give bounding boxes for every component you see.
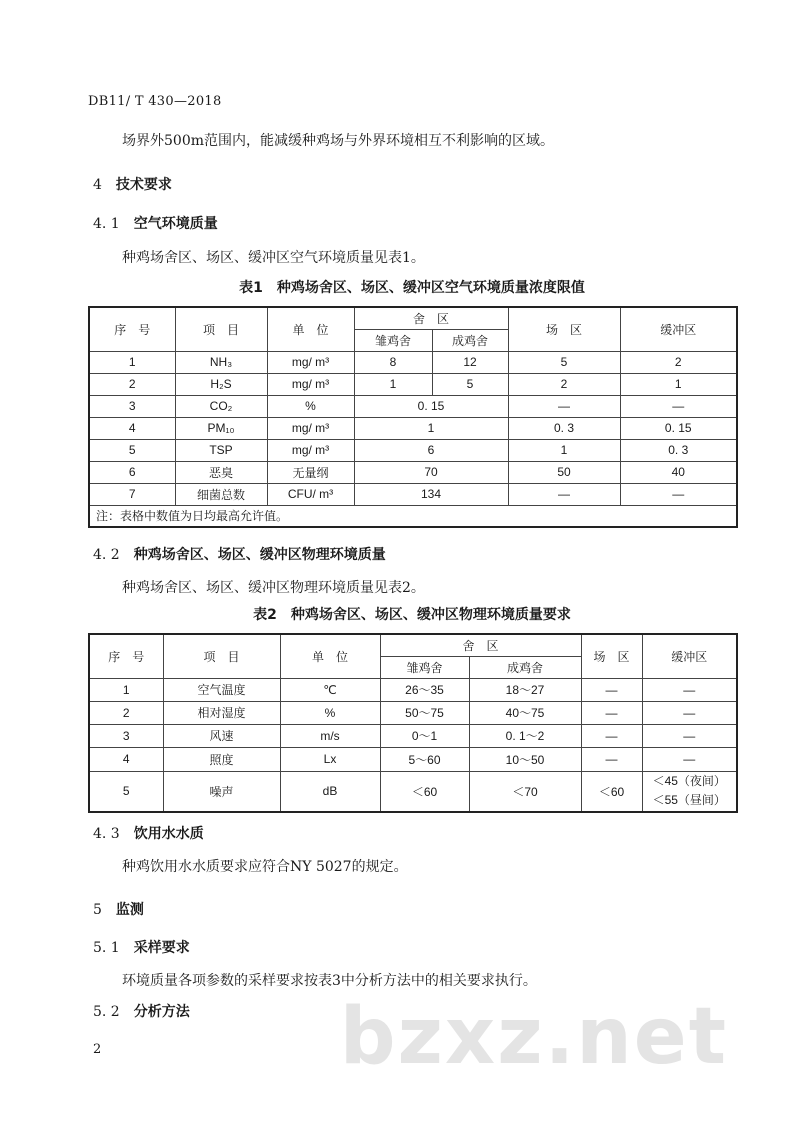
table-row (89, 747, 737, 771)
buffer-day-limit: ＜55（昼间） (652, 793, 726, 808)
section-number: 5. 1 (93, 940, 120, 956)
table-note: 注：表格中数值为日均最高允许值。 (89, 505, 737, 527)
cell-field: 0. 3 (508, 417, 620, 439)
cell-unit: % (280, 701, 380, 724)
cell-buffer: 0. 15 (620, 417, 737, 439)
table-row (89, 461, 737, 483)
cell-unit: mg/ m³ (267, 417, 354, 439)
cell-buffer: — (642, 724, 737, 747)
table-row (89, 483, 737, 505)
cell-adult: 18～27 (469, 678, 581, 701)
cell-unit: mg/ m³ (267, 373, 354, 395)
cell-adult: 10～50 (469, 747, 581, 771)
cell-item: 空气温度 (163, 678, 280, 701)
section-number: 5. 2 (93, 1004, 120, 1020)
cell-chick: 5～60 (380, 747, 469, 771)
cell-buffer: — (642, 678, 737, 701)
cell-house: 1 (354, 417, 508, 439)
cell-item: 照度 (163, 747, 280, 771)
table-1 (88, 306, 738, 528)
section-4-heading (93, 174, 172, 194)
table-1-caption: 表1 种鸡场舍区、场区、缓冲区空气环境质量浓度限值 (239, 280, 585, 296)
header-cell-item: 项 目 (163, 634, 280, 678)
cell-field: — (581, 678, 642, 701)
cell-item: H₂S (175, 373, 267, 395)
section-5-1-heading (93, 937, 190, 957)
table-row (89, 373, 737, 395)
cell-adult: 0. 1～2 (469, 724, 581, 747)
site-watermark: bzxz.net (339, 992, 728, 1082)
section-4-2-paragraph: 种鸡场舍区、场区、缓冲区物理环境质量见表2。 (122, 580, 425, 596)
cell-unit: % (267, 395, 354, 417)
cell-unit: m/s (280, 724, 380, 747)
cell-item: 风速 (163, 724, 280, 747)
section-number: 4 (93, 177, 102, 193)
cell-house: 0. 15 (354, 395, 508, 417)
table-row (89, 351, 737, 373)
header-cell-item: 项 目 (175, 307, 267, 351)
header-cell-field: 场 区 (581, 634, 642, 678)
section-title: 空气环境质量 (133, 216, 218, 232)
header-cell-buffer: 缓冲区 (642, 634, 737, 678)
section-title: 饮用水水质 (133, 826, 204, 842)
cell-item: TSP (175, 439, 267, 461)
section-title: 采样要求 (133, 940, 190, 956)
header-cell-unit: 单 位 (280, 634, 380, 678)
cell-item: PM₁₀ (175, 417, 267, 439)
table-row (89, 439, 737, 461)
cell-buffer: — (620, 395, 737, 417)
cell-chick: 26～35 (380, 678, 469, 701)
table-row (89, 417, 737, 439)
cell-item: 细菌总数 (175, 483, 267, 505)
cell-house: 6 (354, 439, 508, 461)
cell-item: 噪声 (163, 771, 280, 812)
cell-unit: Lx (280, 747, 380, 771)
cell-adult: 40～75 (469, 701, 581, 724)
cell-no: 4 (89, 747, 163, 771)
intro-paragraph: 场界外500m范围内，能减缓种鸡场与外界环境相互不利影响的区域。 (122, 133, 554, 149)
header-cell-adult-house: 成鸡舍 (432, 329, 508, 351)
table-row (89, 771, 737, 812)
cell-chick: ＜60 (380, 771, 469, 812)
cell-unit: mg/ m³ (267, 351, 354, 373)
section-4-1-heading (93, 213, 218, 233)
header-cell-adult-house: 成鸡舍 (469, 656, 581, 678)
section-title: 监测 (115, 902, 144, 918)
cell-item: 恶臭 (175, 461, 267, 483)
cell-field: 2 (508, 373, 620, 395)
cell-no: 1 (89, 351, 175, 373)
cell-chick: 1 (354, 373, 432, 395)
table-row (89, 724, 737, 747)
section-title: 分析方法 (133, 1004, 190, 1020)
cell-no: 1 (89, 678, 163, 701)
section-title: 技术要求 (115, 177, 172, 193)
cell-no: 4 (89, 417, 175, 439)
header-cell-no: 序 号 (89, 307, 175, 351)
section-number: 4. 3 (93, 826, 120, 842)
cell-buffer (642, 771, 737, 812)
cell-item: CO₂ (175, 395, 267, 417)
cell-unit: CFU/ m³ (267, 483, 354, 505)
section-4-2-heading (93, 544, 386, 564)
cell-adult: ＜70 (469, 771, 581, 812)
cell-no: 5 (89, 439, 175, 461)
cell-buffer: 40 (620, 461, 737, 483)
cell-house: 70 (354, 461, 508, 483)
cell-field: — (508, 483, 620, 505)
cell-no: 6 (89, 461, 175, 483)
cell-no: 2 (89, 373, 175, 395)
page-number: 2 (93, 1042, 102, 1057)
cell-unit: dB (280, 771, 380, 812)
cell-field: ＜60 (581, 771, 642, 812)
cell-adult: 5 (432, 373, 508, 395)
cell-field: — (581, 724, 642, 747)
cell-item: NH₃ (175, 351, 267, 373)
section-number: 4. 1 (93, 216, 120, 232)
section-5-2-heading (93, 1001, 190, 1021)
buffer-night-limit: ＜45（夜间） (652, 774, 726, 789)
section-title: 种鸡场舍区、场区、缓冲区物理环境质量 (133, 547, 386, 563)
section-4-1-paragraph: 种鸡场舍区、场区、缓冲区空气环境质量见表1。 (122, 250, 425, 266)
cell-field: — (508, 395, 620, 417)
section-4-3-paragraph: 种鸡饮用水水质要求应符合NY 5027的规定。 (122, 859, 408, 875)
header-cell-chick-house: 雏鸡舍 (354, 329, 432, 351)
cell-buffer: 0. 3 (620, 439, 737, 461)
standard-code-header: DB11/ T 430—2018 (88, 94, 222, 109)
table-note-row (89, 505, 737, 527)
cell-no: 2 (89, 701, 163, 724)
header-cell-house: 舍 区 (380, 634, 581, 656)
cell-field: 5 (508, 351, 620, 373)
cell-unit: mg/ m³ (267, 439, 354, 461)
cell-chick: 8 (354, 351, 432, 373)
section-5-1-paragraph: 环境质量各项参数的采样要求按表3中分析方法中的相关要求执行。 (122, 973, 537, 989)
table-2-caption: 表2 种鸡场舍区、场区、缓冲区物理环境质量要求 (253, 607, 571, 623)
table-row (89, 678, 737, 701)
header-cell-field: 场 区 (508, 307, 620, 351)
section-5-heading (93, 899, 144, 919)
cell-buffer: — (642, 701, 737, 724)
cell-no: 5 (89, 771, 163, 812)
cell-chick: 50～75 (380, 701, 469, 724)
cell-no: 3 (89, 724, 163, 747)
header-cell-house: 舍 区 (354, 307, 508, 329)
cell-house: 134 (354, 483, 508, 505)
cell-field: 1 (508, 439, 620, 461)
header-cell-unit: 单 位 (267, 307, 354, 351)
cell-buffer: 2 (620, 351, 737, 373)
cell-adult: 12 (432, 351, 508, 373)
cell-chick: 0～1 (380, 724, 469, 747)
cell-field: — (581, 747, 642, 771)
cell-item: 相对湿度 (163, 701, 280, 724)
header-cell-buffer: 缓冲区 (620, 307, 737, 351)
cell-field: 50 (508, 461, 620, 483)
table-2 (88, 633, 738, 813)
section-number: 4. 2 (93, 547, 120, 563)
header-cell-no: 序 号 (89, 634, 163, 678)
cell-no: 7 (89, 483, 175, 505)
cell-buffer: 1 (620, 373, 737, 395)
cell-unit: ℃ (280, 678, 380, 701)
cell-buffer: — (620, 483, 737, 505)
cell-unit: 无量纲 (267, 461, 354, 483)
section-4-3-heading (93, 823, 204, 843)
header-cell-chick-house: 雏鸡舍 (380, 656, 469, 678)
cell-field: — (581, 701, 642, 724)
table-row (89, 701, 737, 724)
cell-no: 3 (89, 395, 175, 417)
section-number: 5 (93, 902, 102, 918)
table-row (89, 395, 737, 417)
cell-buffer: — (642, 747, 737, 771)
